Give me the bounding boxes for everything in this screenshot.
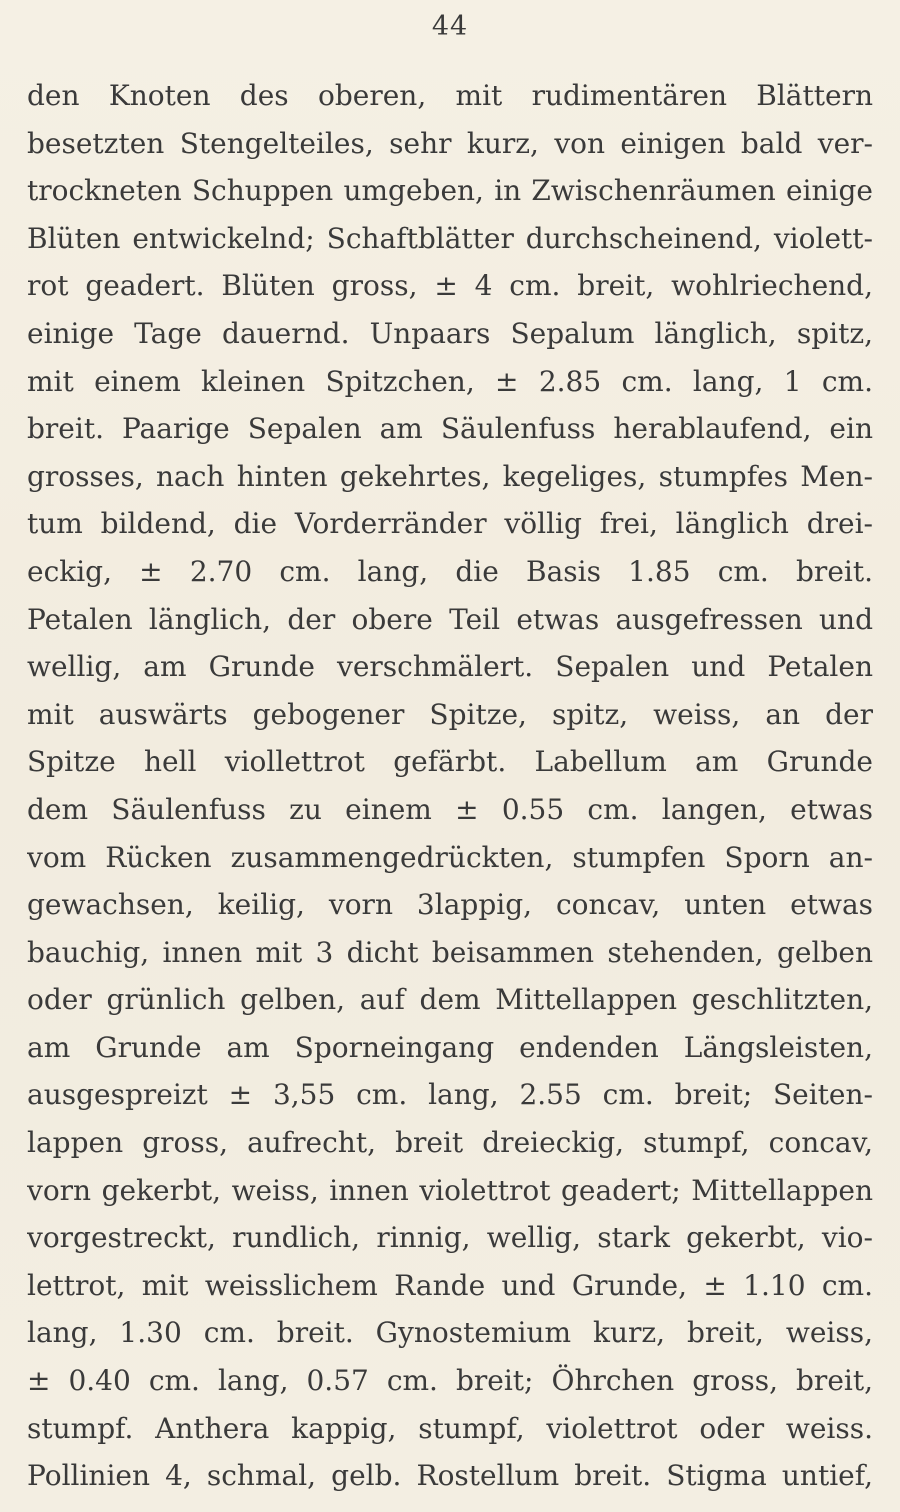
- text-line: besetzten Stengelteiles, sehr kurz, von einigen bald ver-: [27, 126, 873, 160]
- text-line: ± 0.40 cm. lang, 0.57 cm. breit; Öhrchen gross, breit,: [27, 1364, 873, 1398]
- text-line: breit. Paarige Sepalen am Säulenfuss herablaufend, ein: [27, 412, 873, 446]
- body-text: [27, 72, 873, 1500]
- text-line: tum bildend, die Vorderränder völlig frei, länglich drei-: [27, 507, 873, 541]
- text-line: Pollinien 4, schmal, gelb. Rostellum breit. Stigma untief,: [27, 1459, 873, 1493]
- text-line: eckig, ± 2.70 cm. lang, die Basis 1.85 cm. breit.: [27, 554, 873, 588]
- text-line: vorgestreckt, rundlich, rinnig, wellig, stark gekerbt, vio-: [27, 1221, 873, 1255]
- text-line: lappen gross, aufrecht, breit dreieckig, stumpf, concav,: [27, 1126, 873, 1160]
- text-line: oder grünlich gelben, auf dem Mittellappen geschlitzten,: [27, 983, 873, 1017]
- text-line: wellig, am Grunde verschmälert. Sepalen und Petalen: [27, 650, 873, 684]
- text-line: mit einem kleinen Spitzchen, ± 2.85 cm. lang, 1 cm.: [27, 364, 873, 398]
- text-line: trockneten Schuppen umgeben, in Zwischenräumen einige: [27, 174, 873, 208]
- text-line: mit auswärts gebogener Spitze, spitz, weiss, an der: [27, 697, 873, 731]
- text-line: bauchig, innen mit 3 dicht beisammen stehenden, gelben: [27, 935, 873, 969]
- text-line: am Grunde am Sporneingang endenden Längsleisten,: [27, 1030, 873, 1064]
- text-line: Petalen länglich, der obere Teil etwas ausgefressen und: [27, 602, 873, 636]
- text-line: stumpf. Anthera kappig, stumpf, violettrot oder weiss.: [27, 1411, 873, 1445]
- text-line: den Knoten des oberen, mit rudimentären Blättern: [27, 79, 873, 112]
- text-line: Blüten entwickelnd; Schaftblätter durchscheinend, violett-: [27, 221, 873, 255]
- text-line: rot geadert. Blüten gross, ± 4 cm. breit, wohlriechend,: [27, 269, 873, 303]
- page-number: 44: [431, 11, 469, 42]
- text-line: ausgespreizt ± 3,55 cm. lang, 2.55 cm. breit; Seiten-: [27, 1078, 873, 1112]
- text-line: vorn gekerbt, weiss, innen violettrot geadert; Mittellappen: [27, 1173, 873, 1207]
- text-line: lettrot, mit weisslichem Rande und Grunde, ± 1.10 cm.: [27, 1268, 873, 1302]
- text-line: vom Rücken zusammengedrückten, stumpfen Sporn an-: [27, 840, 873, 874]
- text-line: einige Tage dauernd. Unpaars Sepalum länglich, spitz,: [27, 316, 873, 350]
- text-line: grosses, nach hinten gekehrtes, kegeliges, stumpfes Men-: [27, 459, 873, 493]
- text-line: dem Säulenfuss zu einem ± 0.55 cm. langen, etwas: [27, 792, 873, 826]
- text-line: lang, 1.30 cm. breit. Gynostemium kurz, breit, weiss,: [27, 1316, 873, 1350]
- text-line: Spitze hell viollettrot gefärbt. Labellum am Grunde: [27, 745, 873, 779]
- text-line: gewachsen, keilig, vorn 3lappig, concav, unten etwas: [27, 888, 873, 922]
